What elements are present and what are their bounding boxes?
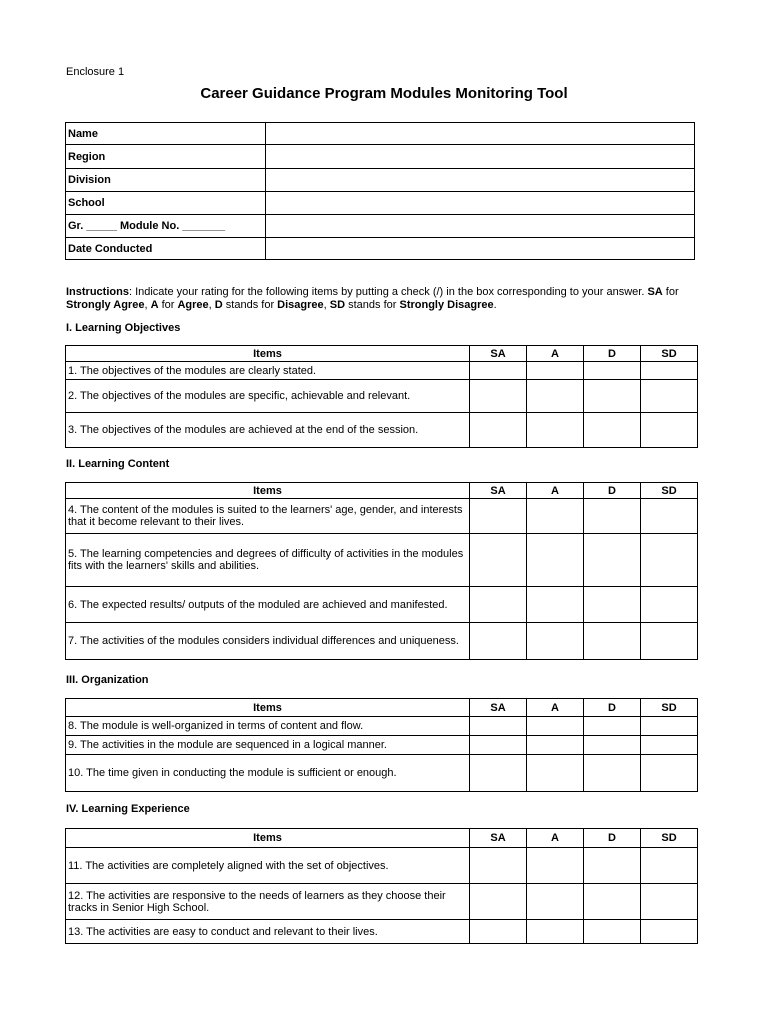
d-checkbox[interactable]	[584, 413, 641, 448]
d-header: D	[584, 483, 641, 499]
section-title: IV. Learning Experience	[66, 803, 190, 815]
section-title: III. Organization	[66, 674, 149, 686]
sd-checkbox[interactable]	[641, 413, 698, 448]
sa-checkbox[interactable]	[470, 920, 527, 944]
d-checkbox[interactable]	[584, 848, 641, 884]
sd-header: SD	[641, 829, 698, 848]
a-checkbox[interactable]	[527, 736, 584, 755]
sd-checkbox[interactable]	[641, 755, 698, 792]
instructions: Instructions: Indicate your rating for the following items by putting a check (/) in the box corresponding to your answer. SA for Strongly Agree, A for Agree, D stands for Disagree, SD stands for Strongly Disagree.	[66, 286, 679, 311]
table-row-item: 6. The expected results/ outputs of the moduled are achieved and manifested.	[66, 587, 470, 623]
page-title: Career Guidance Program Modules Monitoring Tool	[200, 85, 568, 102]
d-checkbox[interactable]	[584, 623, 641, 660]
a-checkbox[interactable]	[527, 499, 584, 534]
d-checkbox[interactable]	[584, 755, 641, 792]
a-checkbox[interactable]	[527, 884, 584, 920]
d-checkbox[interactable]	[584, 736, 641, 755]
rating-table	[65, 698, 698, 792]
d-header: D	[584, 699, 641, 717]
table-row-item: 5. The learning competencies and degrees of difficulty of activities in the modules fits with the learners' skills and abilities.	[66, 534, 470, 587]
table-row-item: 7. The activities of the modules considers individual differences and uniqueness.	[66, 623, 470, 660]
sd-header: SD	[641, 699, 698, 717]
sd-checkbox[interactable]	[641, 380, 698, 413]
a-header: A	[527, 346, 584, 362]
info-label: Division	[66, 169, 266, 192]
d-checkbox[interactable]	[584, 884, 641, 920]
table-row-item: 10. The time given in conducting the module is sufficient or enough.	[66, 755, 470, 792]
sa-checkbox[interactable]	[470, 717, 527, 736]
table-row-item: 2. The objectives of the modules are specific, achievable and relevant.	[66, 380, 470, 413]
items-header: Items	[66, 699, 470, 717]
sd-checkbox[interactable]	[641, 587, 698, 623]
sa-checkbox[interactable]	[470, 587, 527, 623]
section-title: II. Learning Content	[66, 458, 170, 470]
rating-table	[65, 345, 698, 448]
d-checkbox[interactable]	[584, 920, 641, 944]
sa-checkbox[interactable]	[470, 413, 527, 448]
sd-checkbox[interactable]	[641, 362, 698, 380]
info-label: Region	[66, 145, 266, 169]
sa-checkbox[interactable]	[470, 736, 527, 755]
sa-checkbox[interactable]	[470, 623, 527, 660]
d-header: D	[584, 829, 641, 848]
d-checkbox[interactable]	[584, 380, 641, 413]
a-checkbox[interactable]	[527, 362, 584, 380]
a-checkbox[interactable]	[527, 717, 584, 736]
sa-checkbox[interactable]	[470, 534, 527, 587]
section-title: I. Learning Objectives	[66, 322, 181, 334]
school-field[interactable]	[266, 192, 695, 215]
info-label: Name	[66, 123, 266, 145]
region-field[interactable]	[266, 145, 695, 169]
a-checkbox[interactable]	[527, 623, 584, 660]
sd-checkbox[interactable]	[641, 848, 698, 884]
table-row-item: 8. The module is well-organized in terms of content and flow.	[66, 717, 470, 736]
a-checkbox[interactable]	[527, 755, 584, 792]
sd-checkbox[interactable]	[641, 499, 698, 534]
a-checkbox[interactable]	[527, 413, 584, 448]
info-label: School	[66, 192, 266, 215]
sd-header: SD	[641, 483, 698, 499]
sa-checkbox[interactable]	[470, 884, 527, 920]
table-row-item: 1. The objectives of the modules are clearly stated.	[66, 362, 470, 380]
info-table	[65, 122, 695, 260]
a-checkbox[interactable]	[527, 587, 584, 623]
sd-checkbox[interactable]	[641, 534, 698, 587]
sd-checkbox[interactable]	[641, 920, 698, 944]
a-header: A	[527, 699, 584, 717]
sd-checkbox[interactable]	[641, 884, 698, 920]
sd-header: SD	[641, 346, 698, 362]
table-row-item: 4. The content of the modules is suited to the learners' age, gender, and interests that it become relevant to their lives.	[66, 499, 470, 534]
d-header: D	[584, 346, 641, 362]
grade-module-field[interactable]	[266, 215, 695, 238]
a-checkbox[interactable]	[527, 380, 584, 413]
sa-header: SA	[470, 829, 527, 848]
a-checkbox[interactable]	[527, 920, 584, 944]
d-checkbox[interactable]	[584, 534, 641, 587]
sa-checkbox[interactable]	[470, 499, 527, 534]
sd-checkbox[interactable]	[641, 623, 698, 660]
sa-header: SA	[470, 699, 527, 717]
a-checkbox[interactable]	[527, 534, 584, 587]
d-checkbox[interactable]	[584, 362, 641, 380]
table-row-item: 12. The activities are responsive to the needs of learners as they choose their tracks in Senior High School.	[66, 884, 470, 920]
items-header: Items	[66, 829, 470, 848]
d-checkbox[interactable]	[584, 717, 641, 736]
a-header: A	[527, 829, 584, 848]
sa-checkbox[interactable]	[470, 362, 527, 380]
d-checkbox[interactable]	[584, 587, 641, 623]
items-header: Items	[66, 483, 470, 499]
items-header: Items	[66, 346, 470, 362]
sa-checkbox[interactable]	[470, 380, 527, 413]
info-label: Gr. _____ Module No. _______	[66, 215, 266, 238]
sd-checkbox[interactable]	[641, 736, 698, 755]
table-row-item: 13. The activities are easy to conduct and relevant to their lives.	[66, 920, 470, 944]
table-row-item: 3. The objectives of the modules are achieved at the end of the session.	[66, 413, 470, 448]
sa-header: SA	[470, 483, 527, 499]
date-conducted-field[interactable]	[266, 238, 695, 260]
sa-header: SA	[470, 346, 527, 362]
rating-table	[65, 828, 698, 944]
sa-checkbox[interactable]	[470, 848, 527, 884]
info-label: Date Conducted	[66, 238, 266, 260]
a-header: A	[527, 483, 584, 499]
name-field[interactable]	[266, 123, 695, 145]
sd-checkbox[interactable]	[641, 717, 698, 736]
enclosure-label: Enclosure 1	[66, 66, 125, 78]
rating-table	[65, 482, 698, 660]
table-row-item: 11. The activities are completely aligned with the set of objectives.	[66, 848, 470, 884]
a-checkbox[interactable]	[527, 848, 584, 884]
d-checkbox[interactable]	[584, 499, 641, 534]
table-row-item: 9. The activities in the module are sequenced in a logical manner.	[66, 736, 470, 755]
division-field[interactable]	[266, 169, 695, 192]
sa-checkbox[interactable]	[470, 755, 527, 792]
